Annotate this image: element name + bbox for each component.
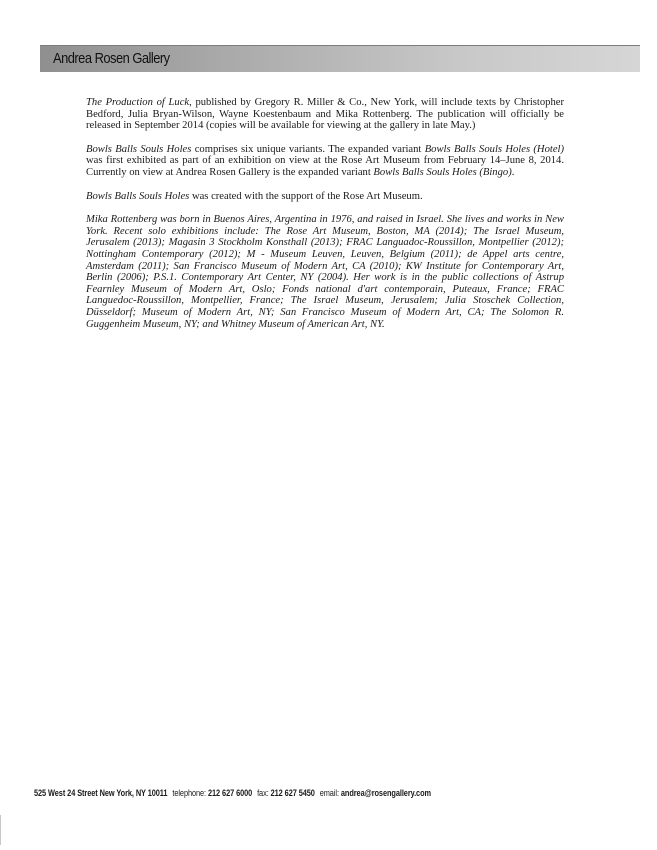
scan-edge-mark — [0, 815, 7, 845]
telephone-label: telephone: — [172, 788, 207, 798]
telephone-number: 212 627 6000 — [208, 788, 253, 798]
fax-number: 212 627 5450 — [270, 788, 315, 798]
email-address[interactable]: andrea@rosengallery.com — [340, 788, 431, 798]
publication-title: The Production of Luck — [86, 97, 190, 108]
variants-text-b: was first exhibited as part of an exhibition on view at the Rose Art Museum from February 14–June 8, 2014. Currently on view at Andrea Rosen Gallery is the expanded variant — [86, 155, 564, 178]
variants-text-a: comprises six unique variants. The expanded variant — [191, 143, 425, 155]
work-title: Bowls Balls Souls Holes — [86, 190, 190, 202]
gallery-name: Andrea Rosen Gallery — [53, 50, 170, 67]
letterhead-footer — [34, 788, 431, 798]
paragraph-publication — [86, 97, 564, 132]
work-title: Bowls Balls Souls Holes — [86, 143, 192, 155]
publication-text: , published by Gregory R. Miller & Co., New York, will include texts by Christopher Bedford, Julia Bryan-Wilson, Wayne Koestenbaum and Mika Rottenberg. The publication will officially be released in September 2014 (copies will be available for viewing at the gallery in late May.) — [86, 97, 564, 132]
support-text: was created with the support of the Rose Art Museum. — [189, 190, 423, 202]
paragraph-artist-bio: Mika Rottenberg was born in Buenos Aires, Argentina in 1976, and raised in Israel. She lives and works in New York. Recent solo exhibitions include: The Rose Art Museum, Boston, MA (2014); The Israel Museum, Jerusalem (2013); Magasin 3 Stockholm Konsthall (2013); FRAC Languadoc-Roussillon, Montpellier (2012); Nottingham Contemporary (2012); M - Museum Leuven, Leuven, Belgium (2011); de Appel arts centre, Amsterdam (2011); San Francisco Museum of Modern Art, CA (2010); KW Institute for Contemporary Art, Berlin (2006); P.S.1. Contemporary Art Center, NY (2004). Her work is in the public collections of Astrup Fearnley Museum of Modern Art, Oslo; Fonds national d'art contemporain, Puteaux, France; FRAC Languedoc-Roussillon, Montpellier, France; The Israel Museum, Jerusalem; Julia Stoschek Collection, Düsseldorf; Museum of Modern Art, NY; San Francisco Museum of Modern Art, CA; The Solomon R. Guggenheim Museum, NY; and Whitney Museum of American Art, NY. — [86, 214, 564, 330]
letterhead-bar — [40, 45, 640, 72]
email-label: email: — [319, 788, 339, 798]
variant-hotel-title: Bowls Balls Souls Holes (Hotel) — [424, 143, 564, 155]
variant-bingo-title: Bowls Balls Souls Holes (Bingo) — [373, 166, 512, 178]
gallery-address: 525 West 24 Street New York, NY 10011 — [34, 788, 168, 798]
paragraph-support — [86, 191, 564, 203]
document-body — [86, 97, 564, 342]
fax-label: fax: — [257, 788, 269, 798]
variants-text-c: . — [511, 166, 515, 178]
paragraph-variants — [86, 144, 564, 179]
